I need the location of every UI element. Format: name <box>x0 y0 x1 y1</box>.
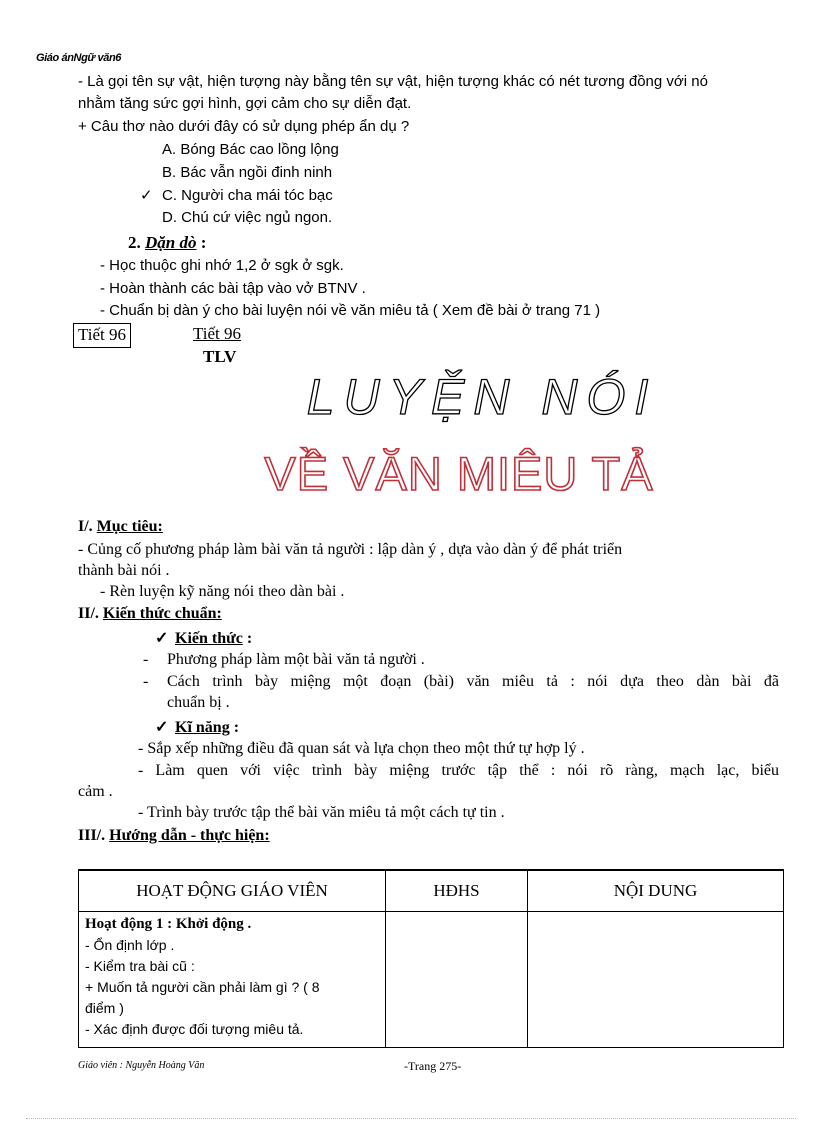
skill-item-3: cảm . <box>78 783 113 800</box>
knowledge-title: Kiến thức <box>175 630 243 647</box>
section1-line-1: - Củng cố phương pháp làm bài văn tả người : lập dàn ý , dựa vào dàn ý để phát triển <box>78 541 623 558</box>
tiet-label: Tiết 96 <box>193 324 242 343</box>
homework-item-3: - Chuẩn bị dàn ý cho bài luyện nói về văn miêu tả ( Xem đề bài ở trang 71 ) <box>100 302 601 319</box>
option-d: D. Chú cứ việc ngủ ngon. <box>162 209 333 226</box>
homework-heading-colon: : <box>200 233 207 252</box>
student-activity-cell <box>386 912 528 1048</box>
section1-heading <box>78 518 163 536</box>
section1-line-2: thành bài nói . <box>78 562 170 579</box>
definition-line-2: nhằm tăng sức gợi hình, gợi cảm cho sự diễn đạt. <box>78 95 412 112</box>
title-line-1: LUYỆN NÓI <box>306 369 658 425</box>
page-bottom-divider <box>26 1118 796 1119</box>
homework-item-1: - Học thuộc ghi nhớ 1,2 ở sgk ở sgk. <box>100 257 344 274</box>
header-teacher-activity: HOẠT ĐỘNG GIÁO VIÊN <box>79 870 386 912</box>
section2-num: II/. <box>78 605 99 622</box>
knowledge-dash-1: - <box>143 651 149 668</box>
footer-teacher: Giáo viên : Nguyễn Hoàng Văn <box>78 1060 205 1071</box>
section2-heading <box>78 605 222 623</box>
table-header-row <box>79 870 784 912</box>
activity-line: + Muốn tả người cần phải làm gì ? ( 8 <box>85 979 320 995</box>
question: + Câu thơ nào dưới đây có sử dụng phép ẩn dụ ? <box>78 118 410 135</box>
teacher-activity-cell <box>79 912 386 1048</box>
check-mark-icon: ✓ <box>155 719 169 736</box>
knowledge-item-1: Phương pháp làm một bài văn tả người . <box>167 651 425 668</box>
title-line-2: VỀ VĂN MIÊU TẢ <box>264 447 654 500</box>
homework-heading-num: 2. <box>128 233 141 252</box>
skill-item-2: - Làm quen với việc trình bày miệng trước tập thể : nói rõ ràng, mạch lạc, biểu <box>138 762 779 779</box>
option-a: A. Bóng Bác cao lồng lộng <box>162 141 339 158</box>
activity-title: Hoạt động 1 : Khởi động . <box>85 916 252 932</box>
lesson-title-art <box>0 0 816 520</box>
skill-title: Kĩ năng <box>175 719 230 736</box>
section1-num: I/. <box>78 518 93 535</box>
skill-item-4: - Trình bày trước tập thể bài văn miêu tả một cách tự tin . <box>138 804 505 821</box>
activity-line: - Xác định được đối tượng miêu tả. <box>85 1021 304 1037</box>
knowledge-item-2: Cách trình bày miệng một đoạn (bài) văn miêu tả : nói dựa theo dàn bài đã <box>167 673 779 690</box>
knowledge-colon: : <box>242 630 253 647</box>
content-cell <box>528 912 784 1048</box>
section2-title: Kiến thức chuẩn: <box>102 605 222 622</box>
knowledge-dash-2: - <box>143 673 149 690</box>
footer-page-number: -Trang 275- <box>404 1059 462 1073</box>
document-header: Giáo ánNgữ văn6 <box>36 52 121 64</box>
homework-item-2: - Hoàn thành các bài tập vào vở BTNV . <box>100 280 366 297</box>
section1-line-3: - Rèn luyện kỹ năng nói theo dàn bài . <box>100 583 345 600</box>
knowledge-heading <box>155 628 252 648</box>
option-c: C. Người cha mái tóc bạc <box>162 187 333 204</box>
lesson-plan-table <box>78 869 784 1048</box>
homework-heading-label: Dặn dò <box>145 233 197 252</box>
activity-line: - Ổn định lớp . <box>85 937 175 953</box>
skill-colon: : <box>229 719 240 736</box>
header-student-activity: HĐHS <box>386 870 528 912</box>
activity-line: điểm ) <box>85 1000 124 1016</box>
knowledge-item-3: chuẩn bị . <box>167 694 230 711</box>
section1-title: Mục tiêu: <box>96 518 163 535</box>
subject-label: TLV <box>203 347 237 366</box>
skill-item-1: - Sắp xếp những điều đã quan sát và lựa chọn theo một thứ tự hợp lý . <box>138 740 585 757</box>
skill-heading <box>155 717 239 737</box>
section3-num: III/. <box>78 827 106 844</box>
header-content: NỘI DUNG <box>528 870 784 912</box>
definition-line-1: - Là gọi tên sự vật, hiện tượng này bằng tên sự vật, hiện tượng khác có nét tương đồng với nó <box>78 73 708 90</box>
section3-title: Hướng dẫn - thực hiện: <box>109 827 270 844</box>
option-b: B. Bác vẫn ngồi đinh ninh <box>162 164 333 181</box>
check-mark-icon: ✓ <box>155 630 169 647</box>
section3-heading <box>78 827 270 845</box>
check-mark-icon: ✓ <box>140 187 153 204</box>
tiet-boxed-label: Tiết 96 <box>73 323 131 348</box>
activity-line: - Kiểm tra bài cũ : <box>85 958 195 974</box>
table-row <box>79 912 784 1048</box>
